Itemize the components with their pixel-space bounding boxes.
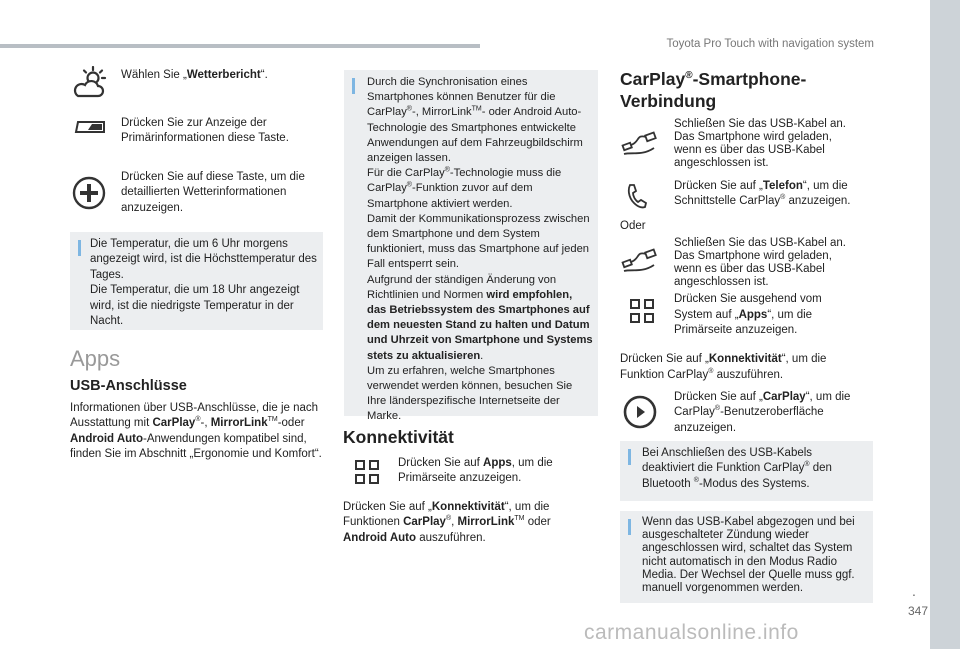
info-box-bluetooth bbox=[620, 441, 873, 501]
step-primary-info: Drücken Sie zur Anzeige der Primärinformationen diese Taste. bbox=[121, 117, 289, 145]
usb-cable-icon bbox=[620, 128, 660, 158]
step-connect-usb-1: Schließen Sie das USB-Kabel an. Das Smartphone wird geladen, wenn es über das USB-Kabel angeschlossen ist. bbox=[674, 118, 846, 169]
info-marker bbox=[78, 240, 81, 256]
step-press-apps: Drücken Sie auf Apps, um die Primärseite anzuzeigen. bbox=[398, 457, 553, 485]
alternative-label: Oder bbox=[620, 220, 646, 232]
header-rule bbox=[0, 44, 480, 48]
phone-handset-icon bbox=[626, 183, 648, 209]
step-detail-info: Drücken Sie auf diese Taste, um die detaillierten Wetterinformationen anzuzeigen. bbox=[121, 171, 305, 214]
continuation-mark: . bbox=[912, 583, 916, 599]
section-heading-apps: Apps bbox=[70, 346, 121, 371]
weather-icon bbox=[72, 66, 108, 102]
konnektivitaet-paragraph: Drücken Sie auf „Konnektivität“, um die Funktionen CarPlay®, MirrorLink™ oder Android Auto auszuführen. bbox=[343, 501, 551, 544]
step-press-carplay: Drücken Sie auf „CarPlay“, um die CarPlay®-Benutzeroberfläche anzuzeigen. bbox=[674, 391, 851, 434]
usb-cable-icon bbox=[620, 245, 660, 275]
step-press-apps-system: Drücken Sie ausgehend vom System auf „Apps“, um die Primärseite anzuzeigen. bbox=[674, 293, 822, 337]
step-weather-select: Wählen Sie „Wetterbericht“. bbox=[121, 69, 268, 81]
info-text-temperature: Die Temperatur, die um 6 Uhr morgens angezeigt wird, ist die Höchsttemperatur des Tages. Die Temperatur, die um 18 Uhr angezeigt wird, ist die niedrigste Temperatur in der Nacht. bbox=[90, 238, 317, 328]
step-connect-usb-2: Schließen Sie das USB-Kabel an. Das Smartphone wird geladen, wenn es über das USB-Kabel angeschlossen ist. bbox=[674, 237, 846, 288]
carplay-logo-icon bbox=[622, 394, 658, 430]
page-edge-strip bbox=[930, 0, 960, 649]
info-marker bbox=[352, 78, 355, 94]
plus-circle-icon bbox=[72, 176, 106, 210]
carplay-konnektivitaet-paragraph: Drücken Sie auf „Konnektivität“, um die Funktion CarPlay® auszuführen. bbox=[620, 353, 827, 381]
section-heading-konnektivitaet: Konnektivität bbox=[343, 427, 454, 447]
info-box-usb-reconnect bbox=[620, 511, 873, 603]
section-heading-usb: USB-Anschlüsse bbox=[70, 378, 187, 394]
usb-paragraph: Informationen über USB-Anschlüsse, die je nach Ausstattung mit CarPlay®-, MirrorLink™-oder Android Auto-Anwendungen kompatibel sind, finden Sie im Abschnitt „Ergonomie und Komfort“. bbox=[70, 402, 322, 461]
apps-grid-icon bbox=[355, 460, 379, 484]
apps-grid-icon bbox=[630, 299, 654, 323]
primary-info-button-icon bbox=[74, 120, 106, 134]
page-number: 347 bbox=[907, 604, 928, 618]
step-press-telefon: Drücken Sie auf „Telefon“, um die Schnittstelle CarPlay® anzuzeigen. bbox=[674, 180, 851, 208]
info-marker bbox=[628, 519, 631, 535]
info-box-temperature bbox=[70, 232, 323, 330]
info-text-bluetooth: Bei Anschließen des USB-Kabels deaktiviert die Funktion CarPlay® den Bluetooth ®-Modus des Systems. bbox=[642, 447, 832, 490]
info-text-usb-reconnect: Wenn das USB-Kabel abgezogen und bei ausgeschalteter Zündung wieder angeschlossen wird, schaltet das System nicht automatisch in den Modus Radio Media. Der Wechsel der Quelle muss ggf. manuell vorgenommen werden. bbox=[642, 516, 855, 595]
info-text-smartphone-sync: Durch die Synchronisation eines Smartphones können Benutzer für die CarPlay®-, MirrorLink™- oder Android Auto-Technologie des Smartphones entwickelte Anwendungen auf dem Fahrzeugbildschirm anzeigen lassen. Für die CarPlay®-Technologie muss die CarPlay®-Funktion zuvor auf dem Smartphone aktiviert werden. Damit der Kommunikationsprozess zwischen dem Smartphone und dem System funktioniert, muss das Smartphone auf jeden Fall entsperrt sein. Aufgrund der ständigen Änderung von Richtlinien und Normen wird empfohlen, das Betriebssystem des Smartphones auf dem neuesten Stand zu halten und Datum und Uhrzeit von Smartphone und Systems stets zu aktualisieren. Um zu erfahren, welche Smartphones verwendet werden können, besuchen Sie Ihre länderspezifische Internetseite der Marke. bbox=[367, 76, 593, 423]
watermark: carmanualsonline.info bbox=[584, 621, 799, 644]
info-box-smartphone-sync bbox=[344, 70, 598, 423]
section-heading-carplay: CarPlay®-Smartphone-Verbindung bbox=[620, 69, 807, 111]
info-marker bbox=[628, 449, 631, 465]
header-title: Toyota Pro Touch with navigation system bbox=[666, 38, 874, 50]
